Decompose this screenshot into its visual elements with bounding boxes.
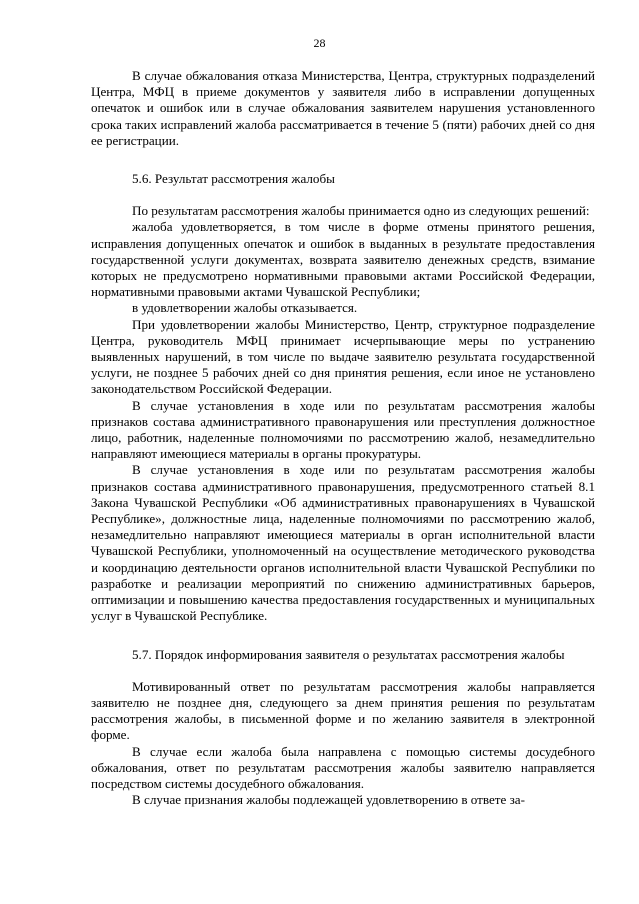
paragraph-refusal-appeal: В случае обжалования отказа Министерства, Центра, структурных подразделений Центра, МФЦ в приеме документов у заявителя либо в исправлении допущенных опечаток и ошибок или в случае обжалования заявителем нарушения установленного срока таких исправлений жалоба рассматривается в течение 5 (пяти) рабочих дней со дня ее регистрации. bbox=[91, 68, 595, 148]
paragraph-pretrial-system: В случае если жалоба была направлена с помощью системы досудебного обжалования, ответ по результатам рассмотрения жалобы заявителю направляется посредством системы досудебного обжалования. bbox=[91, 743, 595, 791]
spacer bbox=[91, 149, 595, 171]
paragraph-prosecution-referral: В случае установления в ходе или по результатам рассмотрения жалобы признаков состава административного правонарушения или преступления должностное лицо, работник, наделенные полномочиями по рассмотрению жалоб, незамедлительно направляют имеющиеся материалы в органы прокуратуры. bbox=[91, 397, 595, 462]
paragraph-complaint-refused: в удовлетворении жалобы отказывается. bbox=[132, 300, 358, 316]
section-heading-5-6: 5.6. Результат рассмотрения жалобы bbox=[132, 171, 335, 187]
paragraph-reasoned-response: Мотивированный ответ по результатам рассмотрения жалобы направляется заявителю не позднее дня, следующего за днем принятия решения по результатам рассмотрения жалобы, в письменной форме и по желанию заявителя в электронной форме. bbox=[91, 678, 595, 743]
paragraph-administrative-referral: В случае установления в ходе или по результатам рассмотрения жалобы признаков состава административного правонарушения, предусмотренного статьей 8.1 Закона Чувашской Республики «Об административных правонарушениях в Чувашской Республике», должностные лица, наделенные полномочиями по рассмотрению жалоб, незамедлительно направляют имеющиеся материалы в орган исполнительной власти Чувашской Республики, уполномоченный на осуществление методического руководства и координацию деятельности органов исполнительной власти Чувашской Республики по разработке и реализации мероприятий по снижению административных барьеров, оптимизации и повышению качества предоставления государственных и муниципальных услуг в Чувашской Республике. bbox=[91, 462, 595, 624]
page-number: 28 bbox=[313, 36, 326, 50]
spacer bbox=[91, 625, 595, 647]
document-body bbox=[91, 68, 595, 808]
paragraph-satisfied-response: В случае признания жалобы подлежащей удовлетворению в ответе за- bbox=[132, 792, 525, 808]
paragraph-complaint-satisfied: жалоба удовлетворяется, в том числе в форме отмены принятого решения, исправления допущенных опечаток и ошибок в выданных в результате предоставления государственной услуги документах, возврата заявителю денежных средств, взимание которых не предусмотрено нормативными правовыми актами Российской Федерации, нормативными правовыми актами Чувашской Республики; bbox=[91, 219, 595, 300]
spacer bbox=[91, 663, 595, 679]
paragraph-decisions-intro: По результатам рассмотрения жалобы принимается одно из следующих решений: bbox=[132, 203, 590, 219]
spacer bbox=[91, 187, 595, 203]
section-heading-5-7: 5.7. Порядок информирования заявителя о результатах рассмотрения жалобы bbox=[132, 646, 565, 662]
paragraph-satisfaction-measures: При удовлетворении жалобы Министерство, Центр, структурное подразделение Центра, руководитель МФЦ принимает исчерпывающие меры по устранению выявленных нарушений, в том числе по выдаче заявителю результата государственной услуги, не позднее 5 рабочих дней со дня принятия решения, если иное не установлено законодательством Российской Федерации. bbox=[91, 316, 595, 397]
